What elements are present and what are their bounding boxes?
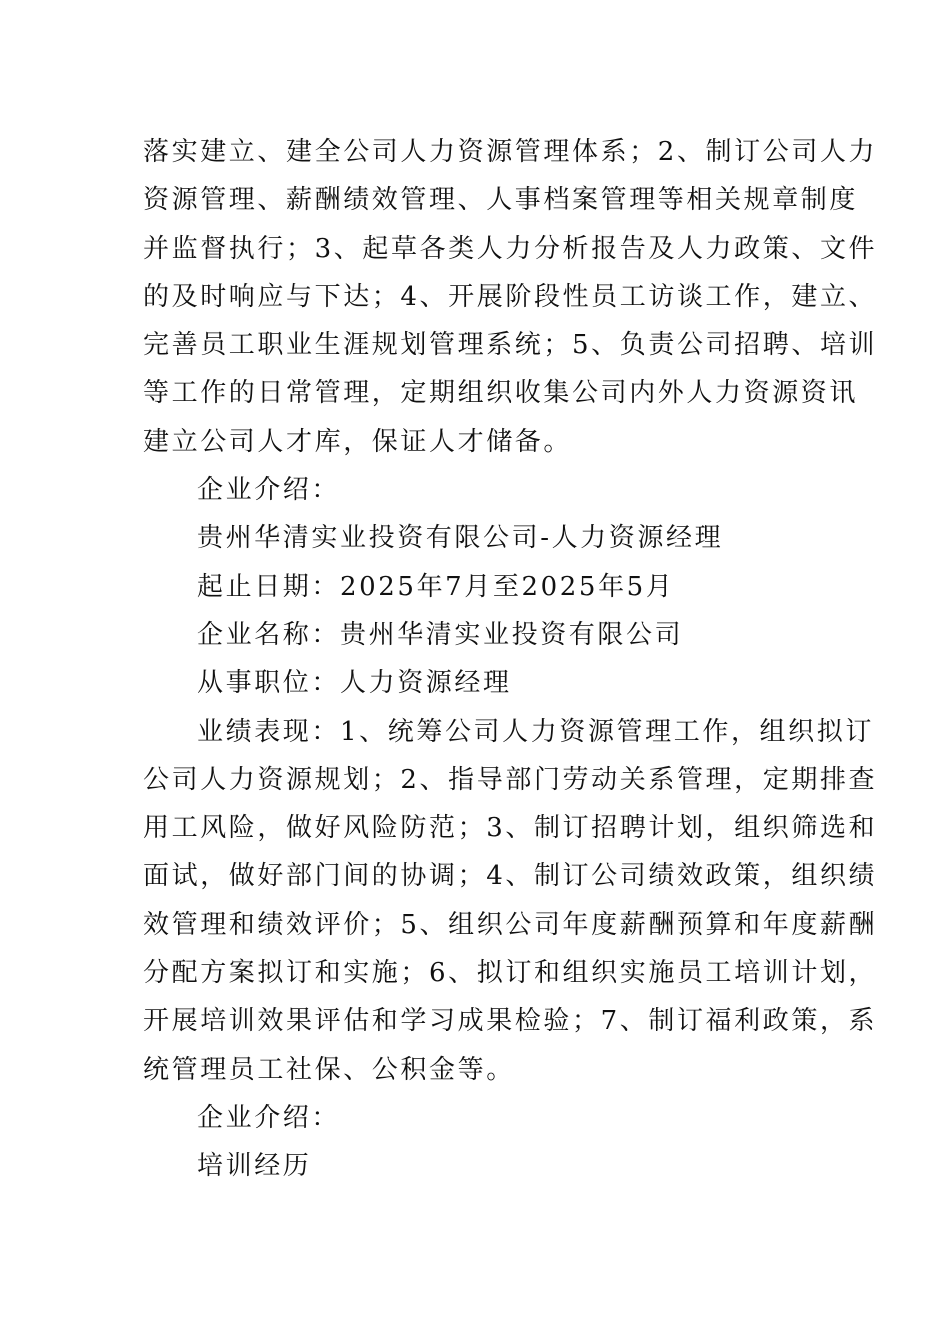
job-position: 从事职位：人力资源经理: [197, 668, 512, 699]
company-intro-label: 企业介绍：: [197, 1102, 341, 1133]
paragraph-line: 开展培训效果评估和学习成果检验；7、制订福利政策，系: [143, 1006, 878, 1037]
job-heading: 贵州华清实业投资有限公司-人力资源经理: [197, 523, 724, 554]
document-body: [143, 128, 878, 1191]
paragraph-line: 并监督执行；3、起草各类人力分析报告及人力政策、文件: [143, 233, 878, 264]
paragraph-line: 用工风险，做好风险防范；3、制订招聘计划，组织筛选和: [143, 813, 878, 844]
employment-period: 起止日期：2025年7月至2025年5月: [197, 571, 675, 602]
paragraph-line: 落实建立、建全公司人力资源管理体系；2、制订公司人力: [143, 137, 878, 167]
paragraph-line: 的及时响应与下达；4、开展阶段性员工访谈工作，建立、: [143, 281, 878, 312]
paragraph-line: 资源管理、薪酬绩效管理、人事档案管理等相关规章制度: [143, 185, 859, 216]
paragraph-line: 面试，做好部门间的协调；4、制订公司绩效政策，组织绩: [143, 861, 878, 892]
training-heading: 培训经历: [197, 1151, 312, 1182]
paragraph-line: 统管理员工社保、公积金等。: [143, 1054, 515, 1085]
responsibilities-paragraph: [143, 128, 878, 466]
paragraph-line: 公司人力资源规划；2、指导部门劳动关系管理，定期排查: [143, 764, 878, 795]
paragraph-line: 分配方案拟订和实施；6、拟订和组织实施员工培训计划，: [143, 958, 878, 989]
paragraph-line: 效管理和绩效评价；5、组织公司年度薪酬预算和年度薪酬: [143, 909, 878, 940]
company-name: 企业名称：贵州华清实业投资有限公司: [197, 619, 684, 650]
paragraph-line: 完善员工职业生涯规划管理系统；5、负责公司招聘、培训: [143, 330, 878, 361]
paragraph-line: 等工作的日常管理，定期组织收集公司内外人力资源资讯: [143, 378, 859, 409]
company-intro-label: 企业介绍：: [197, 475, 341, 506]
paragraph-line: 建立公司人才库，保证人才储备。: [143, 426, 573, 457]
performance-paragraph: [143, 708, 878, 1094]
paragraph-line: 业绩表现：1、统筹公司人力资源管理工作，组织拟订: [197, 716, 874, 747]
